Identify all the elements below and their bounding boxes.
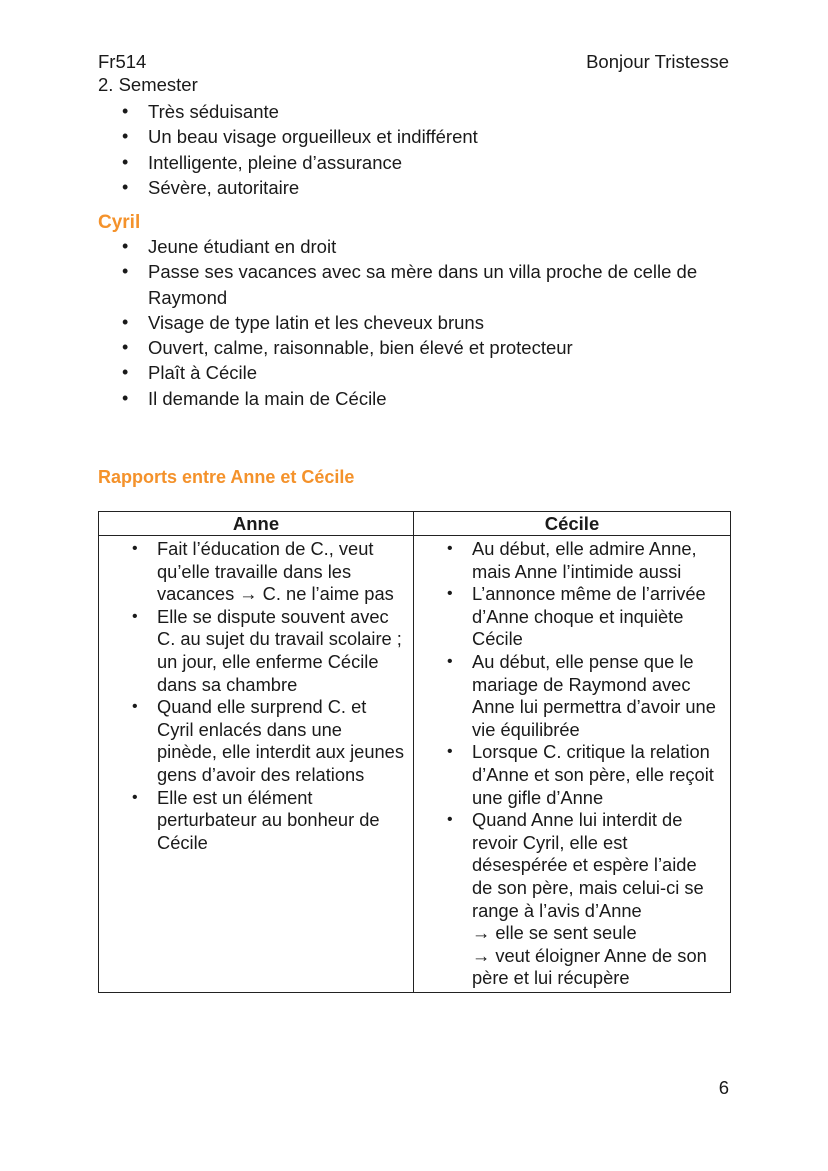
list-item: • Jeune étudiant en droit — [98, 234, 738, 259]
conclusion-line: → elle se sent seule — [472, 922, 637, 944]
list-item-text: Quand Anne lui interdit de revoir Cyril, elle est désespérée et espère l’aide de son père, mais celui-ci se range à l’avis d’Anne — [472, 809, 704, 921]
list-item: • Plaît à Cécile — [98, 360, 738, 385]
list-item: • Intelligente, pleine d’assurance — [98, 150, 738, 175]
list-item: • Très séduisante — [98, 99, 738, 124]
relations-table — [98, 511, 731, 993]
course-code: Fr514 — [98, 51, 147, 72]
list-item: • Lorsque C. critique la relation d’Anne et son père, elle reçoit une gifle d’Anne — [420, 741, 722, 809]
list-item: • Elle est un élément perturbateur au bonheur de Cécile — [105, 787, 405, 855]
list-item: • Au début, elle pense que le mariage de Raymond avec Anne lui permettra d’avoir une vie équilibrée — [420, 651, 722, 741]
list-item: • Ouvert, calme, raisonnable, bien élevé et protecteur — [98, 335, 738, 360]
anne-cell — [99, 536, 414, 993]
list-item — [420, 809, 722, 990]
list-item: • Quand elle surprend C. et Cyril enlacés dans une pinède, elle interdit aux jeunes gens d’avoir des relations — [105, 696, 405, 786]
column-header-cecile: Cécile — [414, 512, 731, 536]
list-item: • Visage de type latin et les cheveux bruns — [98, 310, 738, 335]
header-left — [98, 50, 198, 96]
list-item: • Passe ses vacances avec sa mère dans un villa proche de celle de Raymond — [98, 259, 738, 310]
cyril-traits-list — [98, 234, 738, 411]
list-item: • Au début, elle admire Anne, mais Anne l’intimide aussi — [420, 538, 722, 583]
document-title: Bonjour Tristesse — [586, 51, 729, 72]
list-item: • Elle se dispute souvent avec C. au sujet du travail scolaire ; un jour, elle enferme Cécile dans sa chambre — [105, 606, 405, 696]
page-number: 6 — [718, 1077, 729, 1098]
list-item: • Sévère, autoritaire — [98, 175, 738, 200]
list-item: • Fait l’éducation de C., veut qu’elle travaille dans les vacances → C. ne l’aime pas — [105, 538, 405, 606]
conclusion-line: → veut éloigner Anne de son père et lui récupère — [472, 944, 707, 989]
section-heading: Rapports entre Anne et Cécile — [98, 467, 355, 487]
cecile-cell — [414, 536, 731, 993]
list-item: • Il demande la main de Cécile — [98, 386, 738, 411]
cyril-heading: Cyril — [98, 212, 141, 233]
semester: 2. Semester — [98, 74, 198, 95]
anne-traits-list — [98, 99, 738, 200]
list-item: • L’annonce même de l’arrivée d’Anne choque et inquiète Cécile — [420, 583, 722, 651]
list-item: • Un beau visage orgueilleux et indifférent — [98, 124, 738, 149]
column-header-anne: Anne — [99, 512, 414, 536]
